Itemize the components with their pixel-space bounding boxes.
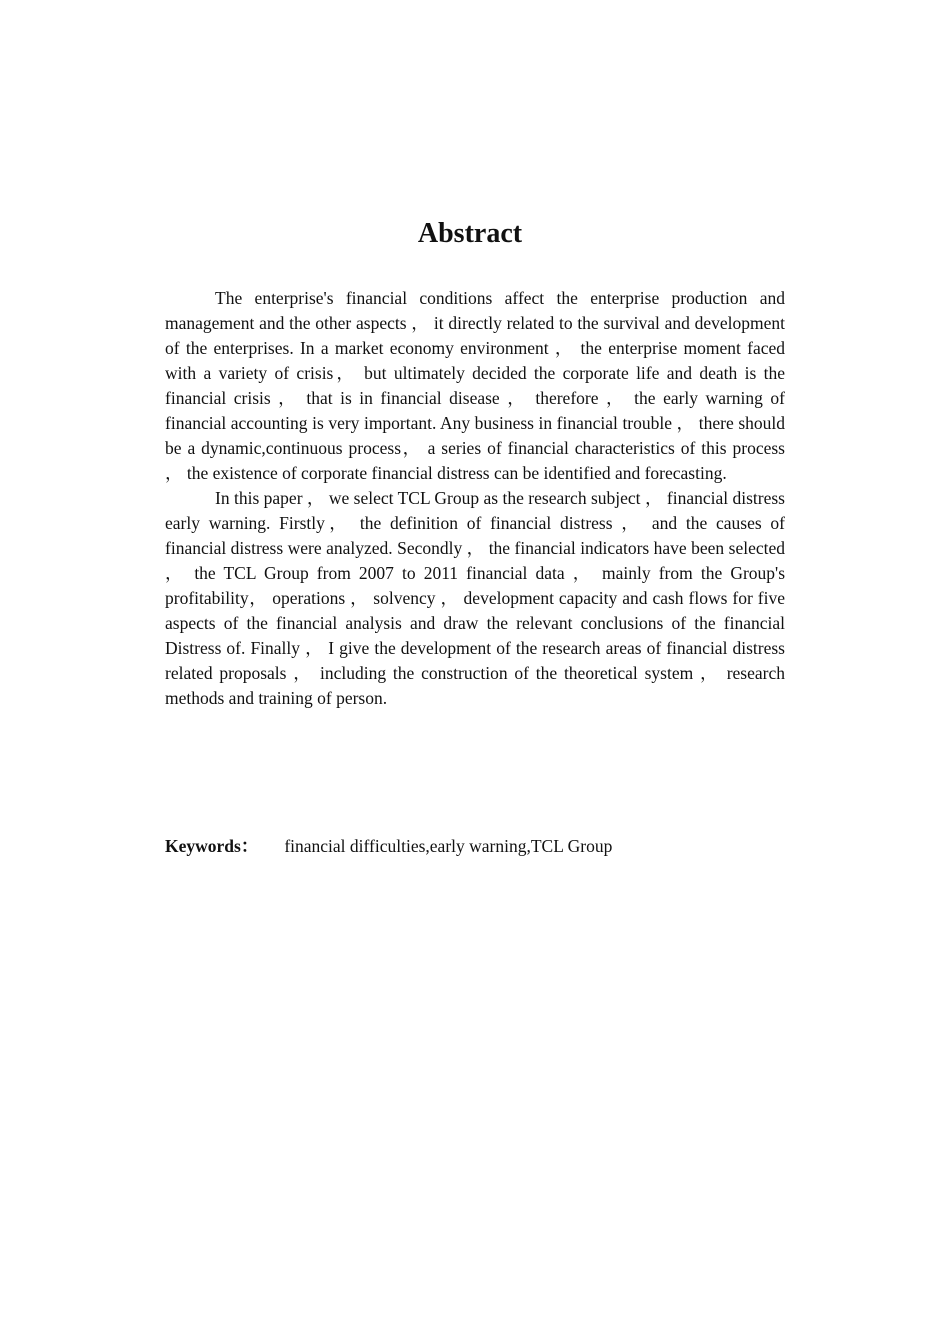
keywords-value: financial difficulties,early warning,TCL Group (284, 836, 613, 856)
keywords-line (165, 834, 785, 859)
abstract-paragraph-2: In this paper ， we select TCL Group as the research subject ， financial distress early warning. Firstly， the definition of financial distress ， and the causes of financial distress were analyzed. Secondly ， the financial indicators have been selected ， the TCL Group from 2007 to 2011 financial data ， mainly from the Group's profitability， operations ， solvency ， development capacity and cash flows for five aspects of the financial analysis and draw the relevant conclusions of the financial Distress of. Finally ， I give the development of the research areas of financial distress related proposals ， including the construction of the theoretical system ， research methods and training of person. (165, 488, 785, 708)
abstract-body (165, 286, 785, 711)
abstract-paragraph-1: The enterprise's financial conditions affect the enterprise production and management and the other aspects ， it directly related to the survival and development of the enterprises. In a market economy environment ， the enterprise moment faced with a variety of crisis， but ultimately decided the corporate life and death is the financial crisis ， that is in financial disease ， therefore ， the early warning of financial accounting is very important. Any business in financial trouble ， there should be a dynamic,continuous process， a series of financial characteristics of this process ， the existence of corporate financial distress can be identified and forecasting. (165, 288, 785, 483)
abstract-title: Abstract (417, 218, 523, 249)
keywords-label: Keywords： (165, 836, 259, 856)
